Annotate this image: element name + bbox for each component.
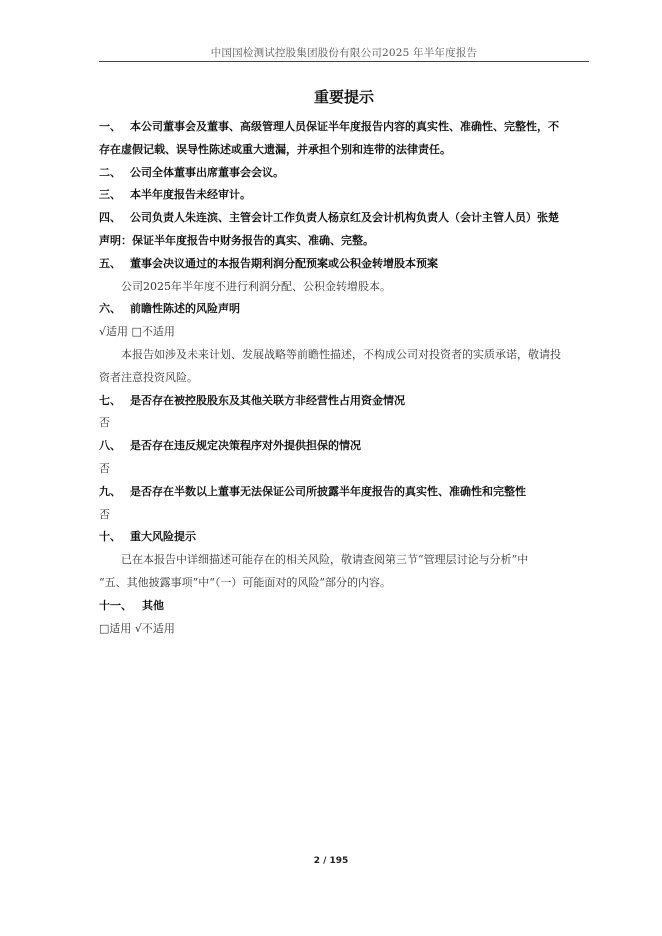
section-9-answer: 否 bbox=[99, 507, 110, 521]
section-8-text: 是否存在违反规定决策程序对外提供担保的情况 bbox=[130, 439, 361, 453]
report-header-title: 中国国检测试控股集团股份有限公司2025 年半年度报告 bbox=[210, 47, 478, 59]
section-1 bbox=[99, 116, 591, 139]
section-5 bbox=[99, 253, 591, 276]
section-5-body: 公司2025年半年度不进行利润分配、公积金转增股本。 bbox=[121, 279, 391, 293]
section-9-number: 九、 bbox=[99, 484, 121, 498]
section-1-text: 本公司董事会及董事、高级管理人员保证半年度报告内容的真实性、准确性、完整性，不 bbox=[130, 120, 559, 133]
page-number: 2 / 195 bbox=[313, 856, 349, 866]
section-9-text: 是否存在半数以上董事无法保证公司所披露半年度报告的真实性、准确性和完整性 bbox=[130, 484, 526, 498]
section-10-text: 重大风险提示 bbox=[130, 530, 196, 544]
section-10 bbox=[99, 526, 591, 549]
notice-content bbox=[99, 116, 591, 640]
section-4 bbox=[99, 207, 591, 230]
section-6-number: 六、 bbox=[99, 302, 121, 316]
section-11-text: 其他 bbox=[142, 598, 164, 612]
section-10-body-line1: 已在本报告中详细描述可能存在的相关风险，敬请查阅第三节“管理层讨论与分析”中 bbox=[121, 553, 529, 567]
section-4-continuation: 声明：保证半年度报告中财务报告的真实、准确、完整。 bbox=[99, 233, 374, 247]
section-1-number: 一、 bbox=[99, 120, 121, 133]
section-3-number: 三、 bbox=[99, 188, 121, 202]
section-6 bbox=[99, 298, 591, 321]
section-6-body-line2: 资者注意投资风险。 bbox=[99, 370, 198, 384]
section-10-body-line2: “五、其他披露事项”中“（一）可能面对的风险”部分的内容。 bbox=[99, 575, 391, 589]
section-2 bbox=[99, 162, 591, 185]
header-divider bbox=[99, 61, 589, 62]
section-11 bbox=[99, 595, 591, 618]
section-2-text: 公司全体董事出席董事会会议。 bbox=[130, 165, 284, 179]
section-3-text: 本半年度报告未经审计。 bbox=[130, 188, 251, 202]
section-11-applicability: □适用 √不适用 bbox=[99, 621, 175, 635]
section-5-text: 董事会决议通过的本报告期利润分配预案或公积金转增股本预案 bbox=[130, 256, 438, 270]
section-8-answer: 否 bbox=[99, 461, 110, 475]
page-title: 重要提示 bbox=[313, 88, 374, 106]
section-7-number: 七、 bbox=[99, 393, 121, 407]
section-2-number: 二、 bbox=[99, 165, 121, 179]
section-8 bbox=[99, 435, 591, 458]
section-10-number: 十、 bbox=[99, 530, 121, 544]
section-3 bbox=[99, 184, 591, 207]
section-8-number: 八、 bbox=[99, 439, 121, 453]
section-7-answer: 否 bbox=[99, 416, 110, 430]
section-6-text: 前瞻性陈述的风险声明 bbox=[130, 302, 240, 316]
section-4-text: 公司负责人朱连滨、主管会计工作负责人杨京红及会计机构负责人（会计主管人员）张楚 bbox=[130, 211, 559, 225]
section-9 bbox=[99, 481, 591, 504]
section-1-continuation: 存在虚假记载、误导性陈述或重大遗漏，并承担个别和连带的法律责任。 bbox=[99, 142, 451, 156]
section-7-text: 是否存在被控股股东及其他关联方非经营性占用资金情况 bbox=[130, 393, 405, 407]
section-11-number: 十一、 bbox=[99, 598, 132, 612]
section-4-number: 四、 bbox=[99, 211, 121, 225]
section-6-body-line1: 本报告如涉及未来计划、发展战略等前瞻性描述，不构成公司对投资者的实质承诺，敬请投 bbox=[121, 347, 561, 361]
section-6-applicability: √适用 □不适用 bbox=[99, 325, 175, 339]
section-7 bbox=[99, 390, 591, 413]
section-5-number: 五、 bbox=[99, 256, 121, 270]
